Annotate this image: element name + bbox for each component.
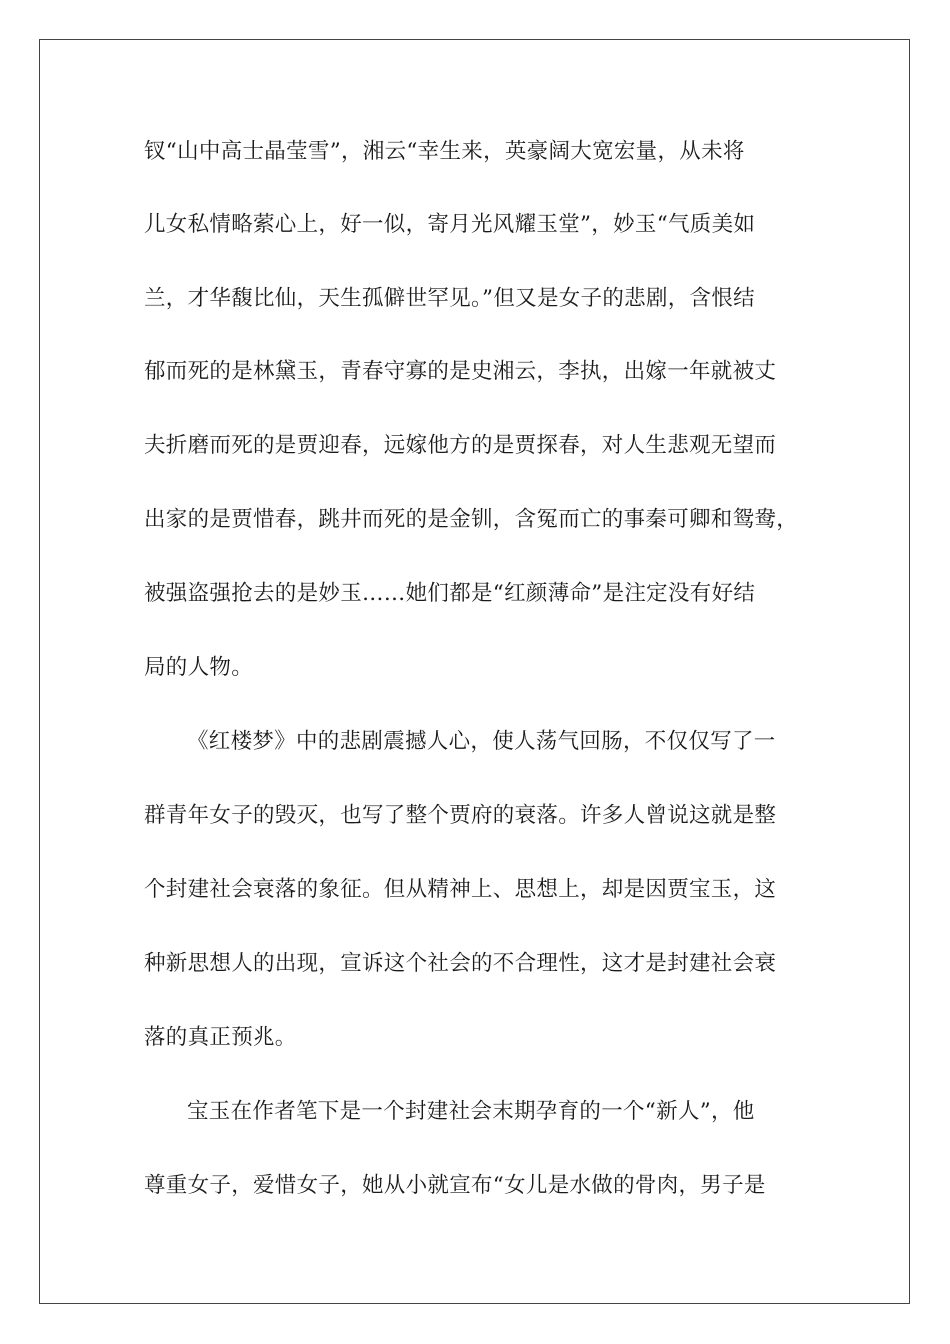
text-line: 钗“山中高士晶莹雪”，湘云“幸生来，英豪阔大宽宏量，从未将 [144, 139, 745, 164]
text-line: 郁而死的是林黛玉，青春守寡的是史湘云，李执，出嫁一年就被丈 [144, 359, 777, 384]
text-line: 夫折磨而死的是贾迎春，远嫁他方的是贾探春，对人生悲观无望而 [144, 433, 777, 458]
paragraph-first-line: 《红楼梦》中的悲剧震撼人心，使人荡气回肠，不仅仅写了一 [187, 729, 776, 754]
text-line: 局的人物。 [144, 655, 254, 680]
text-line: 落的真正预兆。 [144, 1025, 297, 1050]
text-line: 被强盗强抢去的是妙玉……她们都是“红颜薄命”是注定没有好结 [144, 581, 756, 606]
text-line: 群青年女子的毁灭，也写了整个贾府的衰落。许多人曾说这就是整 [144, 803, 777, 828]
text-line: 兰，才华馥比仙，天生孤僻世罕见。”但又是女子的悲剧，含恨结 [144, 286, 755, 311]
text-line: 儿女私情略萦心上，好一似，寄月光风耀玉堂”，妙玉“气质美如 [144, 212, 756, 237]
paragraph-first-line: 宝玉在作者笔下是一个封建社会末期孕育的一个“新人”，他 [187, 1099, 755, 1124]
text-line: 尊重女子，爱惜女子，她从小就宣布“女儿是水做的骨肉，男子是 [144, 1173, 766, 1198]
text-line: 出家的是贾惜春，跳井而死的是金钏，含冤而亡的事秦可卿和鸳鸯， [144, 507, 799, 532]
text-line: 个封建社会衰落的象征。但从精神上、思想上，却是因贾宝玉，这 [144, 877, 777, 902]
text-line: 种新思想人的出现，宣诉这个社会的不合理性，这才是封建社会衰 [144, 951, 777, 976]
